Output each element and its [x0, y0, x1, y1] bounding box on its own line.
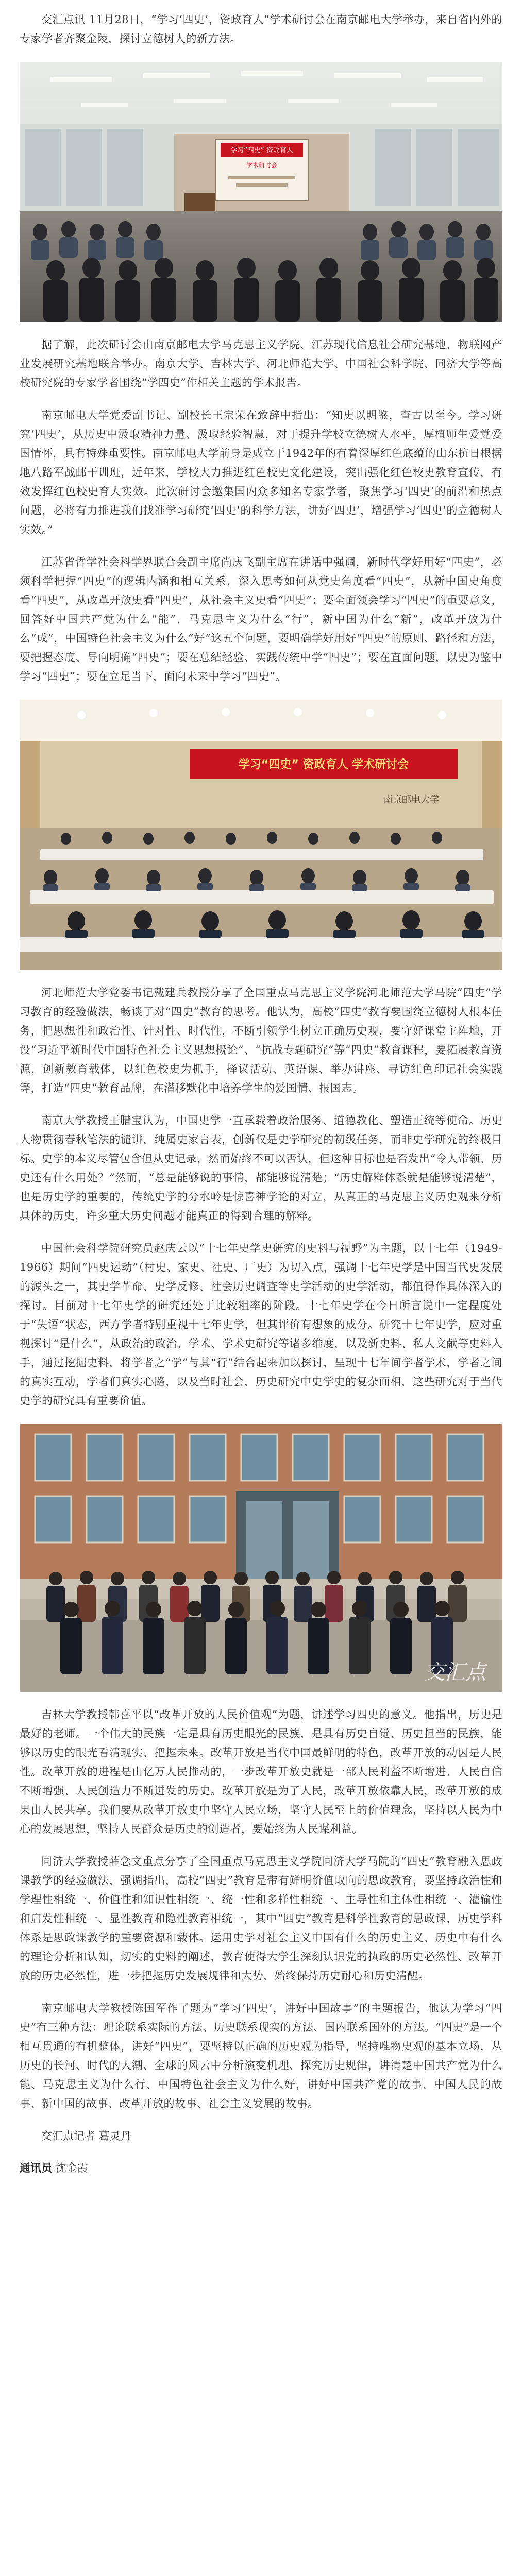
correspondent-line: [20, 2158, 502, 2178]
group-photo-image: [20, 1424, 502, 1692]
school-name-text: 南京邮电大学: [383, 794, 439, 805]
photo-seminar-hall: [20, 62, 502, 322]
article-paragraph-chen-guojun: 南京邮电大学教授陈国军作了题为“学习‘四史’，讲好中国故事”的主题报告，他认为学习“四史”有三种方法：理论联系实际的方法、历史联系现实的方法、国内联系国外的方法。“四史”是一个相互贯通的有机整体，讲好“四史”，要坚持以正确的历史观为指导，坚持唯物史观的基本立场，从历史的长河、时代的大潮、全球的风云中分析演变机理、探究历史规律，讲清楚中国共产党为什么能、马克思主义为什么行、中国特色社会主义为什么好，讲好中国共产党的故事、中国人民的故事、新中国的故事、改革开放的故事、社会主义发展的故事。: [20, 2002, 502, 2110]
article-paragraph-organizers: 据了解，此次研讨会由南京邮电大学马克思主义学院、江苏现代信息社会研究基地、物联网产业发展研究基地联合举办。南京大学、吉林大学、河北师范大学、中国社会科学院、同济大学等高校研究院的专家学者围绕“学四史”作相关主题的学术报告。: [20, 338, 502, 389]
correspondent-label: 通讯员: [20, 2161, 52, 2174]
seminar-hall-image: [20, 62, 502, 322]
photo-group: [20, 1424, 502, 1692]
slide-subtitle-text: 学术研讨会: [246, 162, 278, 169]
conference-room-image: [20, 700, 502, 970]
article-paragraph-xue-nianwen: 同济大学教授薛念文重点分享了全国重点马克思主义学院同济大学马院的“四史”教育融入思政课教学的经验做法，强调指出，高校“四史”教育是带有鲜明价值取向的思政教育，要坚持政治性和学理性相统一、价值性和知识性相统一、统一性和多样性相统一、主导性和主体性相统一、灌输性和启发性相统一、显性教育和隐性教育相统一，其中“四史”教育是科学性教育的思政课，历史学科体系是思政课教学的重要资源和载体。运用史学对社会主义中国有什么的历史主义、历史中有什么的理论分析和认知，切实的史料的阐述，教育使得大学生深刻认识党的执政的历史必然性、改革开放的历史必然性，进一步把握历史发展规律和大势，始终保持历史耐心和历史清醒。: [20, 1855, 502, 1982]
correspondent-name: 沈金霞: [55, 2162, 88, 2174]
article-paragraph-shang-qingfei: 江苏省哲学社会科学界联合会副主席尚庆飞副主席在讲话中强调，新时代学好用好“四史”，必须科学把握“四史”的逻辑内涵和相互关系，深入思考如何从党史角度看“四史”，从新中国史角度看“四史”，从改革开放史看“四史”，从社会主义史看“四史”；要全面领会学习“四史”的重要意义，回答好中国共产党为什么“能”，马克思主义为什么“行”，新中国为什么“新”，改革开放为什么“成”，中国特色社会主义为什么“好”这五个问题，要明确学好用好“四史”的原则、路径和方法，要把握态度、导向明确“四史”；要在总结经验、实践传统中学“四史”；要在直面问题，以史为鉴中学习“四史”；要在立足当下，面向未来中学习“四史”。: [20, 556, 502, 683]
slide-title-text: 学习“四史” 资政育人: [230, 147, 293, 155]
article-paragraph-zhao-qingyun: 中国社会科学院研究员赵庆云以“十七年史学史研究的史料与视野”为主题，以十七年（1949-1966）期间“四史运动”（村史、家史、社史、厂史）为切入点，强调十七年史学是中国当代史发展的源头之一，其史学革命、史学反修、社会历史调查等史学活动的史学活动，都值得作具体深入的探讨。目前对十七年史学的研究还处于比较粗率的阶段。十七年史学在今日所言说中一定程度处于“失语”状态，西方学者特别重视十七年史学，但其评价有想象的成分。研究十七年史学，应对重视探讨“是什么”，从政治的政治、学术、学术史研究等诸多维度，以及新史料、私人文献等史料入手，通过挖掘史料，将学者之“学”与其“行”结合起来加以探讨，呈现十七年间学者学术，学者之间的真实互动，学者们真实心路，以及当时社会，历史研究中史学史的复杂面相，这些研究对于当代史学的研究具有重要价值。: [20, 1242, 502, 1407]
reporter-signoff: 交汇点记者 葛灵丹: [41, 2130, 131, 2142]
article-paragraph-wang-labao: 南京大学教授王腊宝认为，中国史学一直承载着政治服务、道德教化、塑造正统等使命。历史人物贯彻春秋笔法的谴讲，纯属史家言表，创新仅是史学研究的初级任务，而非史学研究的终极目标。史学的本义尽管包含但从史记录，然而始终不可以否认，但这种目标也是否发出“令人带领、历史还有什么用处？”然而，“总是能够说的事情，都能够说清楚；“历史解释体系就是能够说清楚”，也是历史学的重要的，传统史学的分水岭是惊喜神学论的对立，从真正的马克思主义历史观来分析具体的历史，许多重大历史问题才能真正的得到合理的解释。: [20, 1114, 502, 1222]
watermark-text: 交汇点: [424, 1660, 486, 1684]
article-paragraph-han-xiping: 吉林大学教授韩喜平以“改革开放的人民价值观”为题，讲述学习四史的意义。他指出，历史是最好的老师。一个伟大的民族一定是具有历史眼光的民族，是具有历史自觉、历史担当的民族，能够以历史的眼光看清现实、把握未来。改革开放是当代中国最鲜明的特色，改革开放的动因是人民性。改革开放的进程是由亿万人民推动的，一步改革开放史就是一部人民利益不断增进、人民自信不断增强、人民创造力不断迸发的历史。改革开放是为了人民，改革开放依靠人民，改革开放的成果由人民共享。我们要从改革开放史中坚守人民立场，坚守人民至上的价值理念，坚持以人民为中心的发展思想，坚持人民群众是历史的创造者，要始终为人民谋利益。: [20, 1708, 502, 1835]
article-paragraph-lead: 交汇点讯 11月28日，“学习‘四史’，资政育人”学术研讨会在南京邮电大学举办，来自省内外的专家学者齐聚金陵，探讨立德树人的新方法。: [20, 13, 502, 45]
article-paragraph-dai-jianbing: 河北师范大学党委书记戴建兵教授分享了全国重点马克思主义学院河北师范大学马院“四史”学习教育的经验做法，畅谈了对“四史”教育的思考。他认为，高校“四史”教育要围绕立德树人根本任务，把思想性和政治性、针对性、时代性，不断引领学生树立正确历史观，要守好课堂主阵地，开设“习近平新时代中国特色社会主义思想概论”、“抗战专题研究”等“四史”教育课程，要拓展教育资源，创新教育载体，以红色校史为抓手，择议活动、英语课、举办讲座、寻访红色印记社会实践等，打造“四史”教育品牌，在潜移默化中培养学生的爱国情、报国志。: [20, 987, 502, 1094]
banner-text: 学习“四史” 资政育人 学术研讨会: [238, 758, 409, 771]
photo-conference-room: [20, 700, 502, 970]
article-paragraph-wang-zongrong: 南京邮电大学党委副书记、副校长王宗荣在致辞中指出：“知史以明鉴，查古以至今。学习研究‘四史’，从历史中汲取精神力量、汲取经验智慧，对于提升学校立德树人水平，厚植师生爱党爱国情怀，具有特殊重要性。南京邮电大学前身是成立于1942年的有着深厚红色底蕴的山东抗日根据地八路军战邮干训班，近年来，学校大力推进红色校史文化建设，突出强化红色校史教育宣传，有效发挥红色校史育人实效。此次研讨会邀集国内众多知名专家学者，聚焦学习‘四史’的前沿和热点问题，必将有力推进我们找准学习研究‘四史’的科学方法，讲好‘四史’，增强学习‘四史’的立德树人实效。”: [20, 409, 502, 536]
